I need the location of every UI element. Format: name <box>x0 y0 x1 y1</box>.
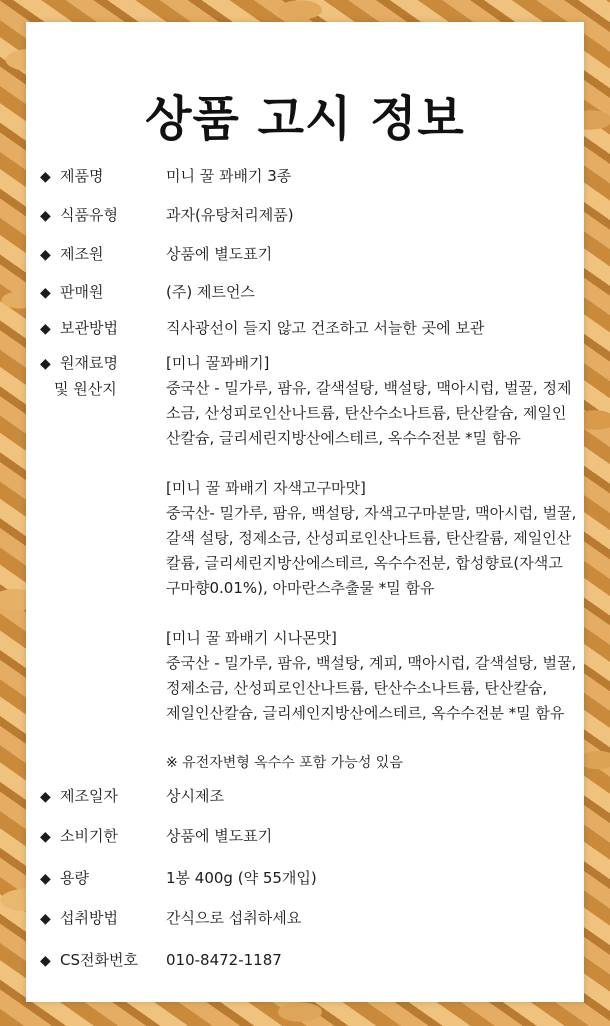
diamond-bullet-icon: ◆ <box>40 321 51 337</box>
cs-phone-value: 010-8472-1187 <box>166 951 282 969</box>
diamond-bullet-icon: ◆ <box>40 169 51 185</box>
product-info-card <box>26 22 584 1002</box>
gmo-note: ※ 유전자변형 옥수수 포함 가능성 있음 <box>166 755 403 771</box>
diamond-bullet-icon: ◆ <box>40 285 51 301</box>
diamond-bullet-icon: ◆ <box>40 953 51 969</box>
seller-label: 판매원 <box>60 283 104 301</box>
diamond-bullet-icon: ◆ <box>40 829 51 845</box>
food-type-label: 식품유형 <box>60 206 118 224</box>
diamond-bullet-icon: ◆ <box>40 356 51 372</box>
page-title: 상품 고시 정보 <box>145 91 465 147</box>
intake-label: 섭취방법 <box>60 909 118 927</box>
cs-phone-label: CS전화번호 <box>60 951 138 969</box>
ingredients-label-2: 및 원산지 <box>54 380 117 398</box>
manufacturer-value: 상품에 별도표기 <box>166 245 273 263</box>
diamond-bullet-icon: ◆ <box>40 247 51 263</box>
expiry-value: 상품에 별도표기 <box>166 827 273 845</box>
seller-value: (주) 제트언스 <box>166 283 255 301</box>
volume-value: 1봉 400g (약 55개입) <box>166 869 317 887</box>
volume-label: 용량 <box>60 869 89 887</box>
food-type-value: 과자(유탕처리제품) <box>166 206 294 224</box>
expiry-label: 소비기한 <box>60 827 118 845</box>
intake-value: 간식으로 섭취하세요 <box>166 909 302 927</box>
diamond-bullet-icon: ◆ <box>40 911 51 927</box>
storage-label: 보관방법 <box>60 319 118 337</box>
diamond-bullet-icon: ◆ <box>40 871 51 887</box>
manufacturer-label: 제조원 <box>60 245 104 263</box>
mfg-date-value: 상시제조 <box>166 787 224 805</box>
product-name-label: 제품명 <box>60 167 104 185</box>
ingredients-line: 중국산 - 밀가루, 팜유, 백설탕, 계피, 맥아시럽, 갈색설탕, 벌꿀, <box>166 654 577 672</box>
ingredients-line: 중국산 - 밀가루, 팜유, 갈색설탕, 백설탕, 맥아시럽, 벌꿀, 정제 <box>166 379 572 397</box>
ingredients-line: 소금, 산성피로인산나트륨, 탄산수소나트륨, 탄산칼슘, 제일인 <box>166 404 567 422</box>
ingredients-line: 산칼슘, 글리세린지방산에스테르, 옥수수전분 *밀 함유 <box>166 429 521 447</box>
storage-value: 직사광선이 들지 않고 건조하고 서늘한 곳에 보관 <box>166 319 485 337</box>
diamond-bullet-icon: ◆ <box>40 789 51 805</box>
mfg-date-label: 제조일자 <box>60 787 118 805</box>
ingredients-line: 정제소금, 산성피로인산나트륨, 탄산수소나트륨, 탄산칼슘, <box>166 679 548 697</box>
ingredients-block3-title: [미니 꿀 꽈배기 시나몬맛] <box>166 629 337 647</box>
product-name-value: 미니 꿀 꽈배기 3종 <box>166 167 292 185</box>
ingredients-label-1: 원재료명 <box>60 354 118 372</box>
ingredients-line: 제일인산칼슘, 글리세인지방산에스테르, 옥수수전분 *밀 함유 <box>166 704 565 722</box>
ingredients-line: 구마향0.01%), 아마란스추출물 *밀 함유 <box>166 579 435 597</box>
ingredients-block2-title: [미니 꿀 꽈배기 자색고구마맛] <box>166 479 366 497</box>
diamond-bullet-icon: ◆ <box>40 208 51 224</box>
ingredients-line: 칼륨, 글리세린지방산에스테르, 옥수수전분, 합성향료(자색고 <box>166 554 563 572</box>
ingredients-value <box>166 351 577 776</box>
ingredients-line: 중국산- 밀가루, 팜유, 백설탕, 자색고구마분말, 맥아시럽, 벌꿀, <box>166 504 577 522</box>
ingredients-block1-title: [미니 꿀꽈배기] <box>166 354 270 372</box>
ingredients-line: 갈색 설탕, 정제소금, 산성피로인산나트륨, 탄산칼륨, 제일인산 <box>166 529 572 547</box>
